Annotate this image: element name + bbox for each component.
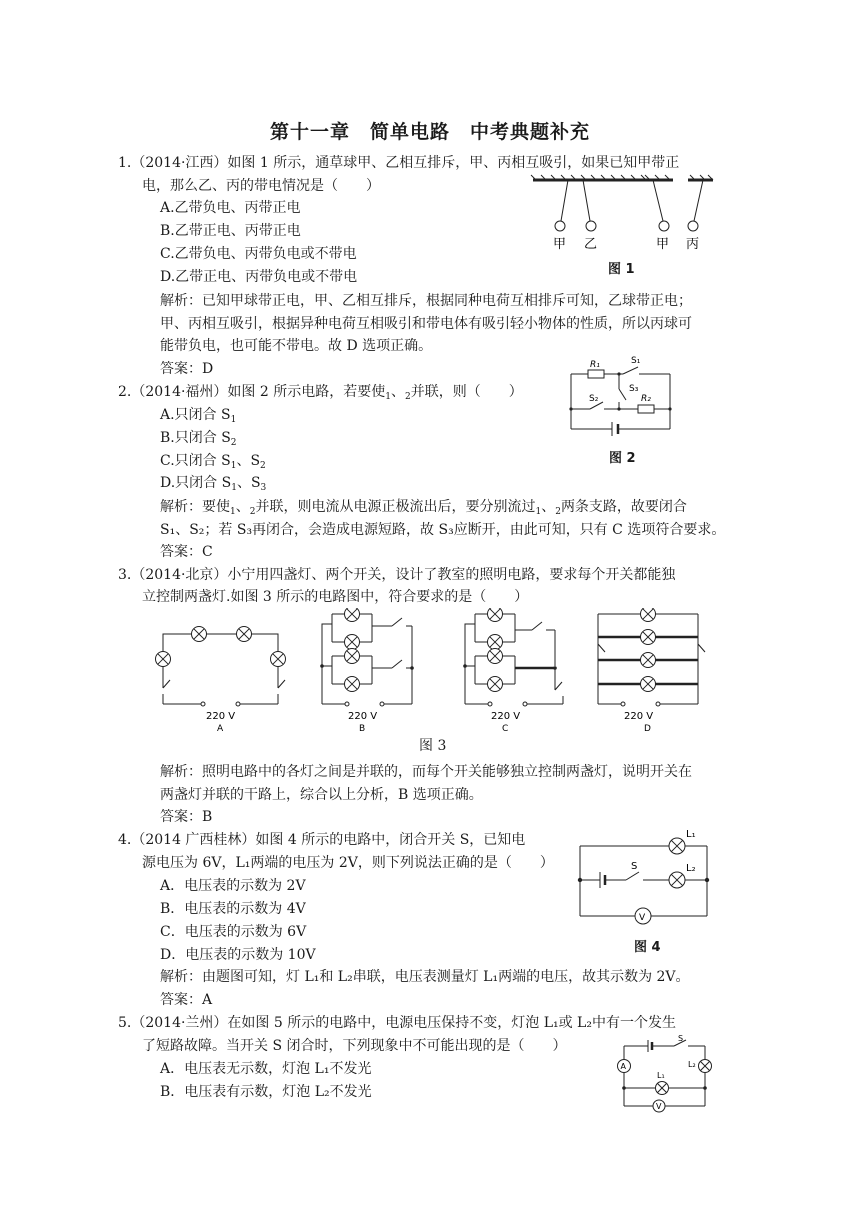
label-s: S — [631, 861, 638, 872]
q3-explanation-line2: 两盏灯并联的干路上，综合以上分析，B 选项正确。 — [160, 787, 483, 803]
q4-stem-line1: 4.（2014 广西桂林）如图 4 所示的电路中，闭合开关 S，已知电 — [118, 832, 526, 848]
ammeter-label: A — [620, 1062, 626, 1071]
q3-stem-line1: 3.（2014·北京）小宁用四盏灯、两个开关，设计了教室的照明电路，要求每个开关都能独 — [118, 567, 676, 583]
q2-option-d: D.只闭合 $S_1$、$S_3$ — [160, 475, 267, 493]
circuit-d-voltage: 220 V — [624, 711, 654, 722]
circuit-b-label: B — [359, 724, 366, 733]
q1-explanation-line2: 甲、丙相互吸引，根据异种电荷互相吸引和带电体有吸引轻小物体的性质，所以丙球可 — [160, 316, 692, 332]
ball-label-bing: 丙 — [686, 237, 700, 252]
circuit-c — [465, 614, 563, 704]
label-l2: L₂ — [686, 863, 696, 874]
circuit-a — [163, 634, 285, 704]
q3-answer: 答案：B — [160, 809, 213, 825]
voltmeter-label: V — [656, 1102, 662, 1111]
circuit-c-label: C — [502, 724, 509, 733]
circuit-a-label: A — [217, 724, 224, 733]
label-r2: R₂ — [641, 394, 651, 404]
q2-explanation-line2: S₁、S₂；若 S₃再闭合，会造成电源短路，故 S₃应断开，由此可知，只有 C 选项符合要求。 — [160, 522, 726, 538]
figure-5-circuit — [612, 1034, 722, 1114]
q2-option-a: A.只闭合 $S_1$ — [160, 407, 237, 425]
q3-stem-line2: 立控制两盏灯.如图 3 所示的电路图中，符合要求的是（ ） — [142, 589, 529, 605]
q4-answer: 答案：A — [160, 992, 213, 1008]
q1-stem-line1: 1.（2014·江西）如图 1 所示，通草球甲、乙相互排斥，甲、丙相互吸引，如果已知甲带正 — [118, 155, 680, 171]
circuit-a-voltage: 220 V — [206, 711, 236, 722]
q1-option-a: A.乙带负电、丙带正电 — [160, 200, 301, 216]
q4-option-c: C．电压表的示数为 6V — [160, 924, 307, 940]
ball-label-jia-2: 甲 — [656, 237, 670, 252]
q2-option-c: C.只闭合 $S_1$、$S_2$ — [160, 453, 266, 471]
label-s: S — [678, 1034, 684, 1043]
figure-3-four-circuits — [150, 608, 710, 733]
q2-stem: 2.（2014·福州）如图 2 所示电路，若要使$_1$、$_2$并联，则（ ） — [118, 384, 523, 402]
label-l2: L₂ — [688, 1060, 696, 1069]
label-l1: L₁ — [686, 829, 696, 840]
ball-label-yi: 乙 — [584, 237, 598, 252]
ball-label-jia: 甲 — [553, 237, 567, 252]
q1-explanation-line1: 解析：已知甲球带正电，甲、乙相互排斥，根据同种电荷互相排斥可知，乙球带正电； — [160, 293, 692, 309]
circuit-c-voltage: 220 V — [491, 711, 521, 722]
figure-4-circuit — [570, 822, 720, 932]
circuit-d-label: D — [644, 724, 651, 733]
q5-option-b: B．电压表有示数，灯泡 L₂不发光 — [160, 1084, 372, 1100]
q5-option-a: A．电压表无示数，灯泡 L₁不发光 — [160, 1061, 372, 1077]
q5-stem-line1: 5.（2014·兰州）在如图 5 所示的电路中，电源电压保持不变，灯泡 L₁或 L₂中有一个发生 — [118, 1015, 676, 1031]
figure-2-circuit — [565, 352, 680, 444]
q4-explanation: 解析：由题图可知，灯 L₁和 L₂串联，电压表测量灯 L₁两端的电压，故其示数为 2V。 — [160, 969, 690, 985]
figure-3-caption: 图 3 — [419, 738, 447, 754]
label-l1: L₁ — [657, 1071, 665, 1080]
figure-2-caption: 图 2 — [609, 451, 636, 466]
q4-option-b: B．电压表的示数为 4V — [160, 901, 306, 917]
q1-explanation-line3: 能带负电，也可能不带电。故 D 选项正确。 — [160, 338, 433, 354]
circuit-b-voltage: 220 V — [348, 711, 378, 722]
q2-option-b: B.只闭合 $S_2$ — [160, 430, 237, 448]
q4-option-d: D．电压表的示数为 10V — [160, 947, 316, 963]
q1-answer: 答案：D — [160, 361, 214, 377]
label-s2: S₂ — [589, 394, 599, 404]
q4-stem-line2: 源电压为 6V，L₁两端的电压为 2V，则下列说法正确的是（ ） — [142, 855, 554, 871]
label-s3: S₃ — [629, 384, 639, 394]
voltmeter-label: V — [639, 913, 646, 923]
q2-answer: 答案：C — [160, 544, 213, 560]
page-title: 第十一章 简单电路 中考典题补充 — [269, 121, 590, 143]
q2-explanation-line1: 解析：要使$_1$、$_2$并联，则电流从电源正极流出后，要分别流过$_1$、$_2$两条支路，故要闭合 — [160, 499, 687, 517]
q1-stem-line2: 电，那么乙、丙的带电情况是（ ） — [142, 178, 380, 194]
q4-option-a: A．电压表的示数为 2V — [160, 878, 306, 894]
q1-option-b: B.乙带正电、丙带正电 — [160, 223, 301, 239]
label-s1: S₁ — [631, 356, 641, 366]
figure-4-caption: 图 4 — [634, 940, 661, 955]
circuit-b — [322, 614, 412, 704]
figure-1-charged-balls — [528, 170, 728, 255]
label-r1: R₁ — [590, 360, 600, 370]
figure-1-caption: 图 1 — [608, 262, 635, 277]
q5-stem-line2: 了短路故障。当开关 S 闭合时，下列现象中不可能出现的是（ ） — [142, 1038, 567, 1054]
q1-option-c: C.乙带负电、丙带负电或不带电 — [160, 246, 357, 262]
q1-option-d: D.乙带正电、丙带负电或不带电 — [160, 269, 358, 285]
q3-explanation-line1: 解析：照明电路中的各灯之间是并联的，而每个开关能够独立控制两盏灯，说明开关在 — [160, 764, 692, 780]
